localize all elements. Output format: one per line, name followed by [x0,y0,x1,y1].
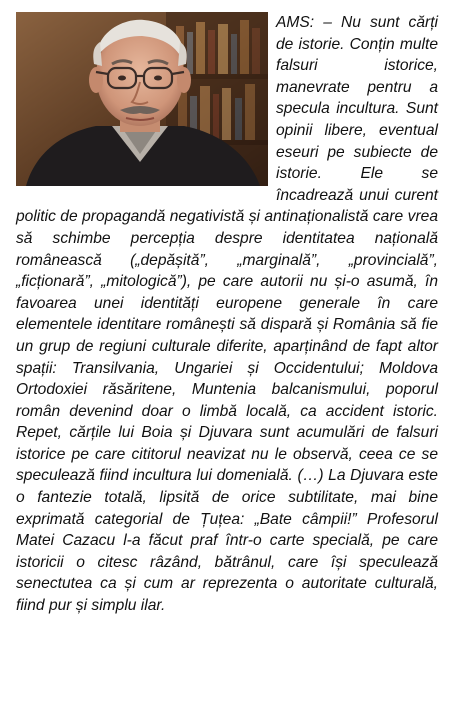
article [16,12,438,617]
article-paragraph: AMS: – Nu sunt cărți de istorie. Conțin multe falsuri istorice, manevrate pentru a specula incultura. Sunt opinii libere, eventual eseuri pe subiecte de istorie. Ele se încadrează unui curent politic de propagandă negativistă și antinaționalistă care vrea să schimbe percepția despre identitatea națională românească („depășită”, „marginală”, „provincială”, „ficționară”, „mitologică”), pe care autorii nu și-o asumă, în favoarea unei identități europene generale în care elementele identitare românești să dispară și România să fie un grup de regiuni culturale diferite, aparținând de fapt altor spații: Transilvania, Ungariei și Occidentului; Moldova Ortodoxiei răsăritene, Muntenia balcanismului, poporul român devenind doar o limbă locală, ca accident istoric. Repet, cărțile lui Boia și Djuvara sunt acumulări de falsuri istorice pe care cititorul neavizat nu le observă, ceea ce se speculează fiind incultura lui domenială. (…) La Djuvara este o fantezie totală, lipsită de orice subtilitate, mai bine exprimată categorial de Țuțea: „Bate câmpii!” Profesorul Matei Cazacu l-a făcut praf într-o carte specială, pe care istoricii o citesc râzând, bătrânul, care își speculează senectutea ca și cum ar reprezenta o autoritate culturală, fiind pur și simplu ilar. [16,14,438,615]
portrait-photo-icon [16,12,268,186]
author-portrait [16,12,268,186]
